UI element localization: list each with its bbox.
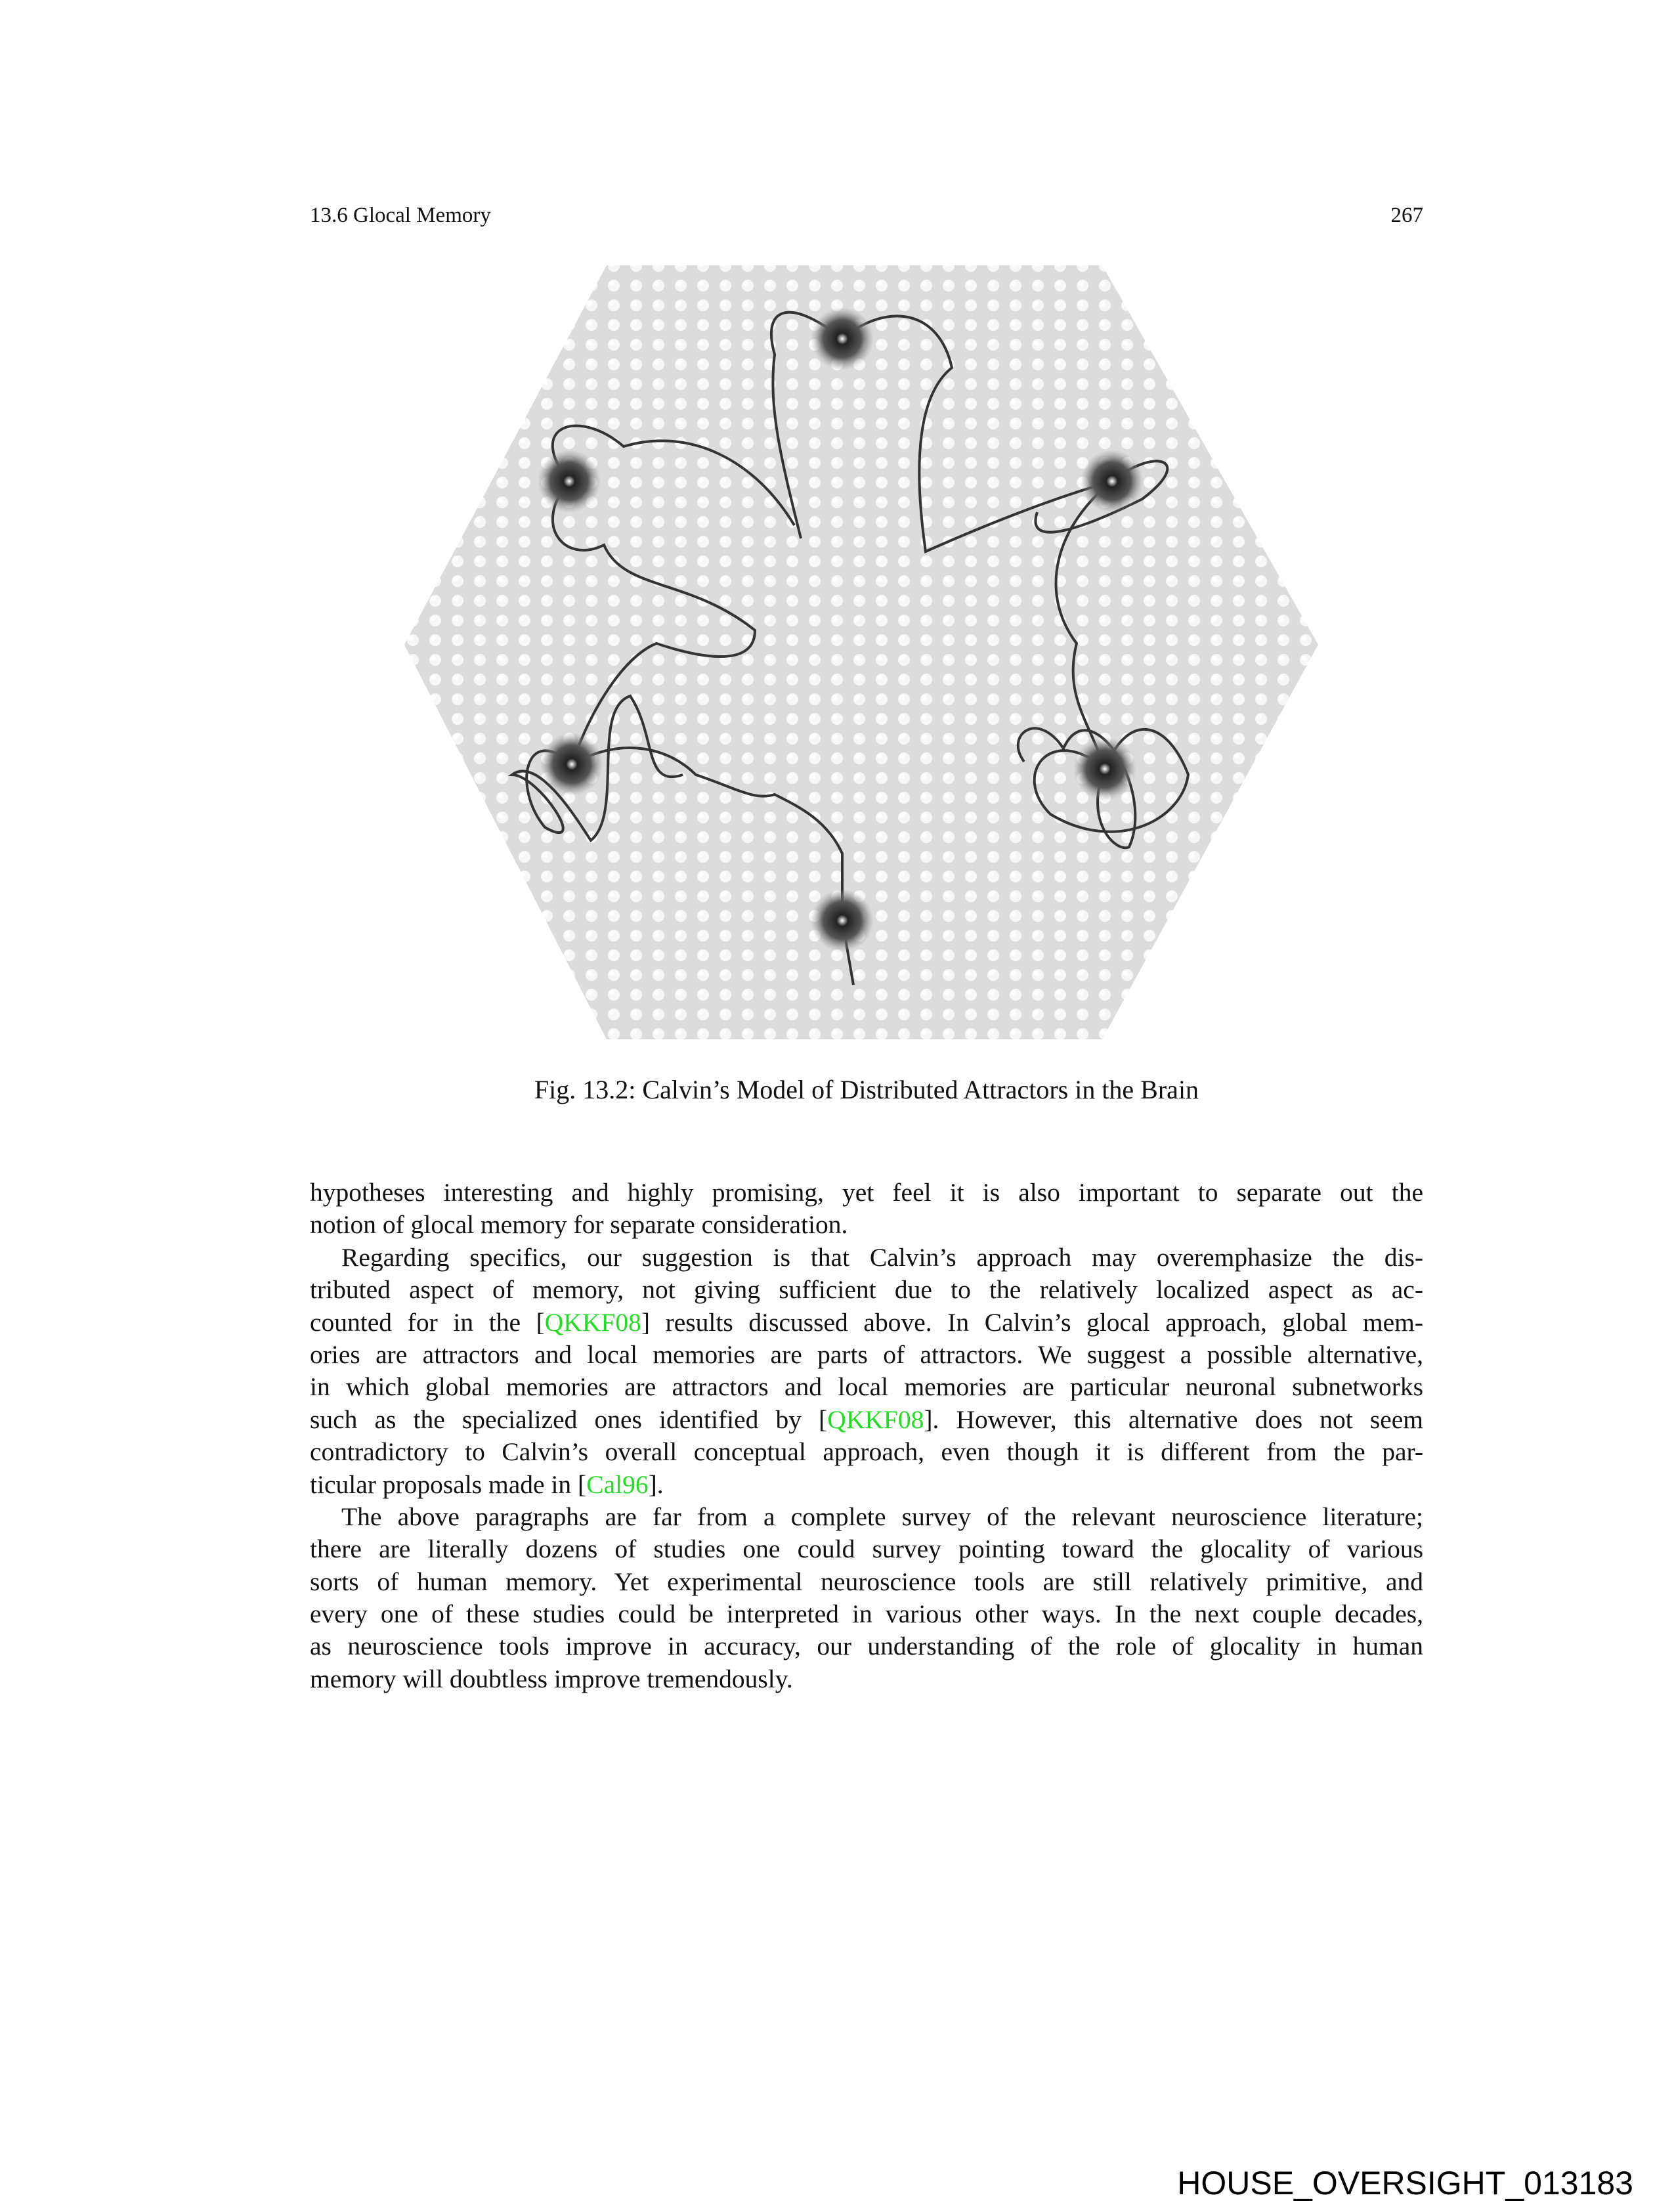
text-line (310, 1501, 1423, 1533)
attractor-figure (394, 256, 1333, 1057)
text-segment: notion of glocal memory for separate consideration. (310, 1210, 848, 1240)
attractor-node (811, 889, 874, 952)
text-segment: counted for in the [ (310, 1307, 545, 1337)
text-line (310, 1630, 1423, 1662)
text-segment: ] results discussed above. In Calvin’s glocal approach, global mem- (641, 1307, 1423, 1337)
text-segment: as neuroscience tools improve in accuracy, our understanding of the role of glocality in human (310, 1632, 1423, 1661)
text-line (310, 1371, 1423, 1403)
text-segment: sorts of human memory. Yet experimental neuroscience tools are still relatively primitive, and (310, 1567, 1423, 1596)
text-line (310, 1469, 1423, 1501)
text-segment: in which global memories are attractors and local memories are particular neuronal subnetworks (310, 1372, 1423, 1402)
text-segment: ]. However, this alternative does not seem (924, 1404, 1423, 1434)
text-segment: tributed aspect of memory, not giving sufficient due to the relatively localized aspect as ac- (310, 1275, 1423, 1305)
text-line (310, 1307, 1423, 1339)
attractor-node (540, 733, 603, 796)
text-segment: hypotheses interesting and highly promising, yet feel it is also important to separate out the (310, 1178, 1423, 1207)
citation-link[interactable]: QKKF08 (827, 1404, 924, 1434)
figure-caption: Fig. 13.2: Calvin’s Model of Distributed Attractors in the Brain (534, 1075, 1199, 1104)
text-line (310, 1404, 1423, 1436)
text-segment: ticular proposals made in [ (310, 1469, 587, 1499)
page-number: 267 (1390, 204, 1423, 227)
text-line (310, 1663, 1423, 1695)
text-line (310, 1339, 1423, 1371)
text-line (310, 1242, 1423, 1274)
text-segment: ]. (648, 1469, 664, 1499)
attractor-node (1081, 450, 1144, 513)
text-line (310, 1209, 1423, 1241)
text-line (310, 1436, 1423, 1468)
running-header-section: 13.6 Glocal Memory (310, 204, 491, 227)
text-segment: every one of these studies could be interpreted in various other ways. In the next couple decades, (310, 1599, 1423, 1629)
attractor-node (1073, 737, 1136, 800)
text-segment: there are literally dozens of studies one could survey pointing toward the glocality of various (310, 1534, 1423, 1564)
text-segment: memory will doubtless improve tremendously. (310, 1664, 793, 1693)
attractor-node (811, 307, 874, 370)
text-line (310, 1533, 1423, 1565)
bates-stamp: HOUSE_OVERSIGHT_013183 (1177, 2165, 1633, 2201)
text-line (310, 1274, 1423, 1306)
text-line (310, 1598, 1423, 1630)
citation-link[interactable]: Cal96 (586, 1469, 649, 1499)
text-line (310, 1566, 1423, 1598)
body-text (310, 1177, 1423, 1695)
text-segment: Regarding specifics, our suggestion is that Calvin’s approach may overemphasize the dis- (341, 1242, 1423, 1272)
text-segment: The above paragraphs are far from a complete survey of the relevant neuroscience literature; (341, 1502, 1423, 1531)
text-segment: contradictory to Calvin’s overall conceptual approach, even though it is different from the par- (310, 1437, 1423, 1467)
text-segment: ories are attractors and local memories are parts of attractors. We suggest a possible alternative, (310, 1339, 1423, 1369)
citation-link[interactable]: QKKF08 (544, 1307, 641, 1337)
attractor-node (538, 450, 601, 513)
text-segment: such as the specialized ones identified by [ (310, 1404, 828, 1434)
text-line (310, 1177, 1423, 1209)
